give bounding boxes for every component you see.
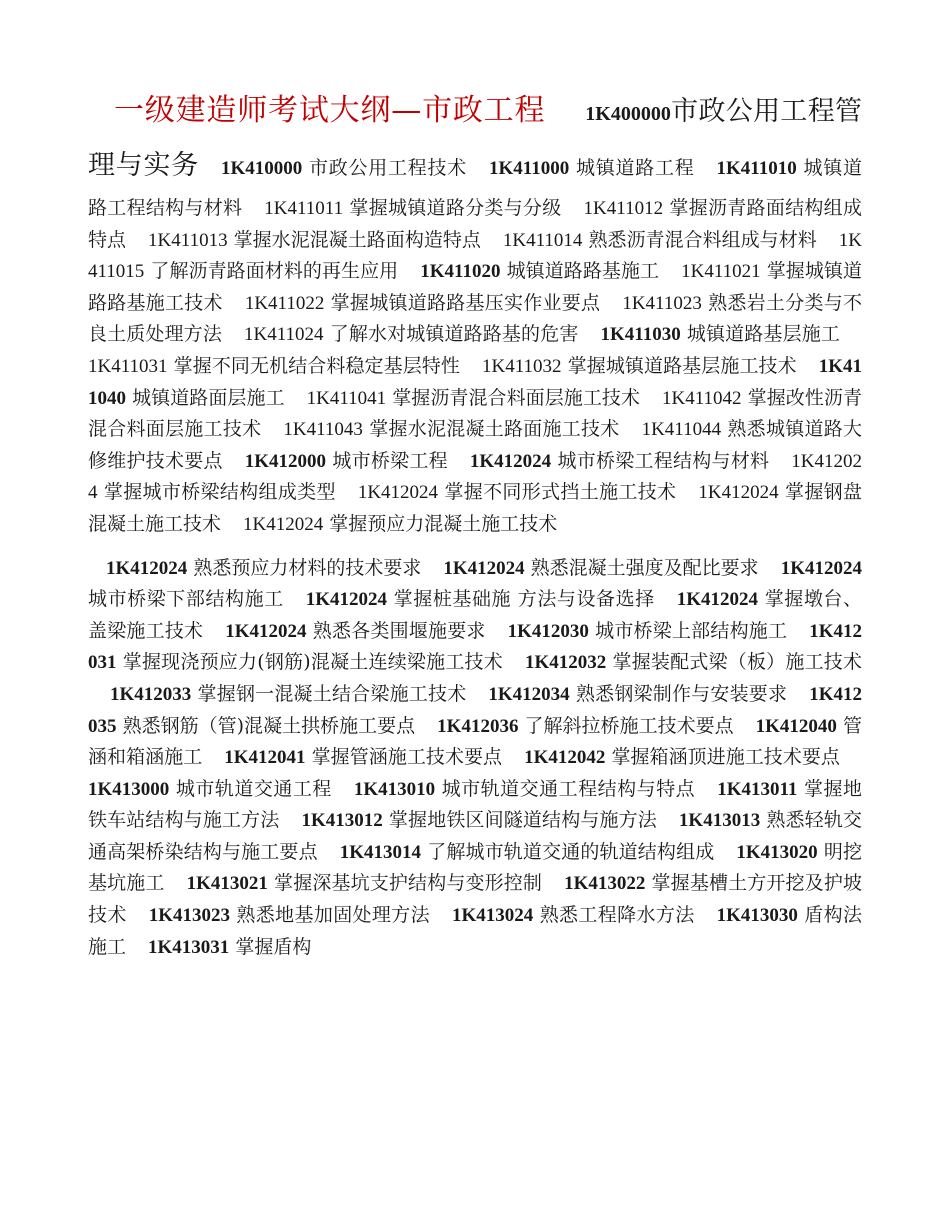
syllabus-code: 1K412024 [357,482,439,504]
syllabus-items-1 [88,157,862,535]
syllabus-code: 1K411040 [88,355,862,409]
syllabus-item-text: 掌握城镇道路路基压实作业要点 [330,291,601,314]
syllabus-code: 1K412036 [437,715,519,737]
syllabus-item-text: 城市桥梁下部结构施工 [88,588,284,611]
syllabus-item-text: 掌握城镇道路基层施工技术 [567,354,797,377]
syllabus-code: 1K412024 [225,620,307,642]
syllabus-code: 1K412041 [224,747,306,769]
syllabus-item-text: 城镇道路工程 [576,157,695,179]
syllabus-item-text: 了解城市轨道交通的轨道结构组成 [427,840,715,863]
syllabus-code: 1K412024 [243,513,324,535]
syllabus-item-text: 城镇道路路基施工 [506,260,660,283]
syllabus-code: 1K412031 [88,620,862,674]
syllabus-code: 1K410000 [220,158,303,179]
syllabus-item-text: 掌握钢盘混凝土施工技术 [88,481,862,535]
syllabus-item-text: 熟悉城镇道路大修维护技术要点 [88,418,862,472]
syllabus-item-text: 市政公用工程技术 [309,157,467,179]
syllabus-code: 1K412034 [488,683,570,705]
syllabus-paragraph-2 [88,553,862,964]
syllabus-item-text: 掌握地铁区间隧道结构与施方法 [388,809,657,832]
syllabus-item-text: 熟悉岩土分类与不良土质处理方法 [88,291,862,346]
syllabus-paragraph-1 [88,84,862,541]
syllabus-item-text: 掌握管涵施工技术要点 [311,746,503,769]
syllabus-code: 1K412024 [305,589,388,611]
syllabus-code: 1K411043 [283,419,363,441]
subject-title: 市政公用工程管理与实务 [88,96,863,181]
syllabus-item-text: 了解水对城镇道路路基的危害 [329,323,579,346]
syllabus-item-text: 掌握现浇预应力(钢筋)混凝土连续梁施工技术 [122,651,503,674]
syllabus-code: 1K411021 [681,261,761,283]
syllabus-code: 1K412024 [88,450,862,504]
syllabus-item-text: 城镇道路工程结构与材料 [88,157,862,219]
syllabus-code: 1K413030 [716,905,798,927]
syllabus-code: 1K411010 [716,158,797,179]
syllabus-item-text: 熟悉轻轨交通高架桥染结构与施工要点 [88,809,862,863]
syllabus-item-text: 熟悉混凝土强度及配比要求 [530,556,759,579]
syllabus-item-text: 掌握水泥混凝土路面施工技术 [369,418,620,441]
syllabus-item-text: 熟悉沥青混合料组成与材料 [588,228,817,251]
syllabus-code: 1K412030 [507,620,589,642]
syllabus-code: 1K411031 [88,355,168,377]
syllabus-code: 1K411041 [306,387,387,409]
syllabus-item-text: 掌握深基坑支护结构与变形控制 [274,872,543,895]
syllabus-code: 1K412042 [524,747,606,769]
syllabus-code: 1K411022 [244,292,325,314]
syllabus-item-text: 掌握基槽土方开挖及护坡技术 [88,872,862,927]
syllabus-item-text: 熟悉各类围堰施要求 [312,619,486,642]
syllabus-code: 1K413020 [736,841,818,863]
syllabus-code: 1K412024 [106,557,188,579]
syllabus-code: 1K413022 [564,873,646,895]
syllabus-code: 1K411044 [641,419,722,441]
syllabus-item-text: 掌握城市桥梁结构组成类型 [103,481,336,504]
syllabus-item-text: 掌握地铁车站结构与施工方法 [88,777,862,832]
syllabus-item-text: 掌握城镇道路分类与分级 [349,197,562,219]
syllabus-item-text: 掌握墩台、盖梁施工技术 [88,588,862,642]
syllabus-item-text: 明挖基坑施工 [88,840,862,895]
document-title: 一级建造师考试大纲—市政工程 [114,93,546,128]
syllabus-code: 1K411024 [243,324,324,346]
syllabus-code: 1K413012 [301,810,383,832]
subject-code: 1K400000 [585,103,671,125]
syllabus-code: 1K413011 [717,778,798,800]
syllabus-item-text: 城市桥梁上部结构施工 [595,619,788,642]
syllabus-code: 1K412024 [780,557,862,579]
syllabus-code: 1K413014 [339,841,422,863]
syllabus-item-text: 城市轨道交通工程结构与特点 [441,777,696,800]
syllabus-code: 1K412024 [469,450,552,472]
syllabus-item-text: 盾构法施工 [88,904,862,958]
syllabus-code: 1K411013 [148,229,228,251]
syllabus-item-text: 城市桥梁工程结构与材料 [557,449,770,472]
syllabus-code: 1K412032 [524,652,607,674]
syllabus-code: 1K412000 [244,450,327,472]
syllabus-item-text: 了解斜拉桥施工技术要点 [524,714,734,737]
syllabus-item-text: 掌握箱涵顶进施工技术要点 [611,746,840,769]
syllabus-item-text: 掌握预应力混凝土施工技术 [329,512,558,535]
syllabus-item-text: 城镇道路基层施工 [686,323,840,346]
syllabus-code: 1K411011 [264,198,344,219]
syllabus-item-text: 熟悉钢梁制作与安装要求 [575,682,788,705]
syllabus-item-text: 掌握水泥混凝土路面构造特点 [233,228,481,251]
syllabus-item-text: 熟悉钢筋（管)混凝土拱桥施工要点 [122,714,416,737]
syllabus-code: 1K413013 [678,810,761,832]
syllabus-code: 1K411032 [481,355,562,377]
syllabus-code: 1K411000 [488,158,570,179]
syllabus-item-text: 掌握不同形式挡土施工技术 [444,481,677,504]
syllabus-item-text: 城市桥梁工程 [332,449,448,472]
syllabus-code: 1K413000 [88,778,170,800]
syllabus-code: 1K412024 [443,557,525,579]
syllabus-code: 1K411023 [622,292,702,314]
syllabus-code: 1K413024 [452,905,534,927]
syllabus-code: 1K412040 [755,715,837,737]
syllabus-item-text: 城镇道路面层施工 [132,386,285,409]
syllabus-item-text: 掌握城镇道路路基施工技术 [88,260,862,314]
syllabus-code: 1K411030 [600,324,681,346]
syllabus-item-text: 掌握沥青路面结构组成特点 [88,197,862,251]
syllabus-item-text: 掌握桩基础施 方法与设备选择 [393,588,655,611]
syllabus-item-text: 熟悉地基加固处理方法 [236,904,430,927]
syllabus-code: 1K411020 [420,261,501,283]
syllabus-code: 1K412024 [698,482,779,504]
syllabus-code: 1K411015 [88,229,862,283]
syllabus-item-text: 掌握沥青混合料面层施工技术 [392,386,641,409]
syllabus-code: 1K413010 [353,778,436,800]
syllabus-code: 1K412035 [88,683,862,737]
syllabus-code: 1K412033 [110,683,192,705]
syllabus-code: 1K411014 [502,229,583,251]
syllabus-code: 1K413021 [186,873,268,895]
syllabus-item-text: 掌握不同无机结合料稳定基层特性 [173,354,460,377]
syllabus-item-text: 熟悉工程降水方法 [539,904,695,927]
syllabus-code: 1K412024 [676,589,759,611]
syllabus-item-text: 了解沥青路面材料的再生应用 [150,260,399,283]
syllabus-item-text: 掌握盾构 [235,935,312,958]
syllabus-item-text: 掌握钢一混凝土结合梁施工技术 [197,682,467,705]
syllabus-code: 1K411042 [662,387,742,409]
syllabus-code: 1K413031 [148,936,230,958]
syllabus-code: 1K413023 [148,905,230,927]
syllabus-item-text: 城市轨道交通工程 [175,777,332,800]
syllabus-item-text: 管涵和箱涵施工 [88,714,863,769]
syllabus-item-text: 掌握装配式梁（板）施工技术 [612,651,862,674]
syllabus-code: 1K411012 [583,198,664,219]
syllabus-item-text: 熟悉预应力材料的技术要求 [193,556,422,579]
syllabus-item-text: 掌握改性沥青混合料面层施工技术 [88,386,862,441]
